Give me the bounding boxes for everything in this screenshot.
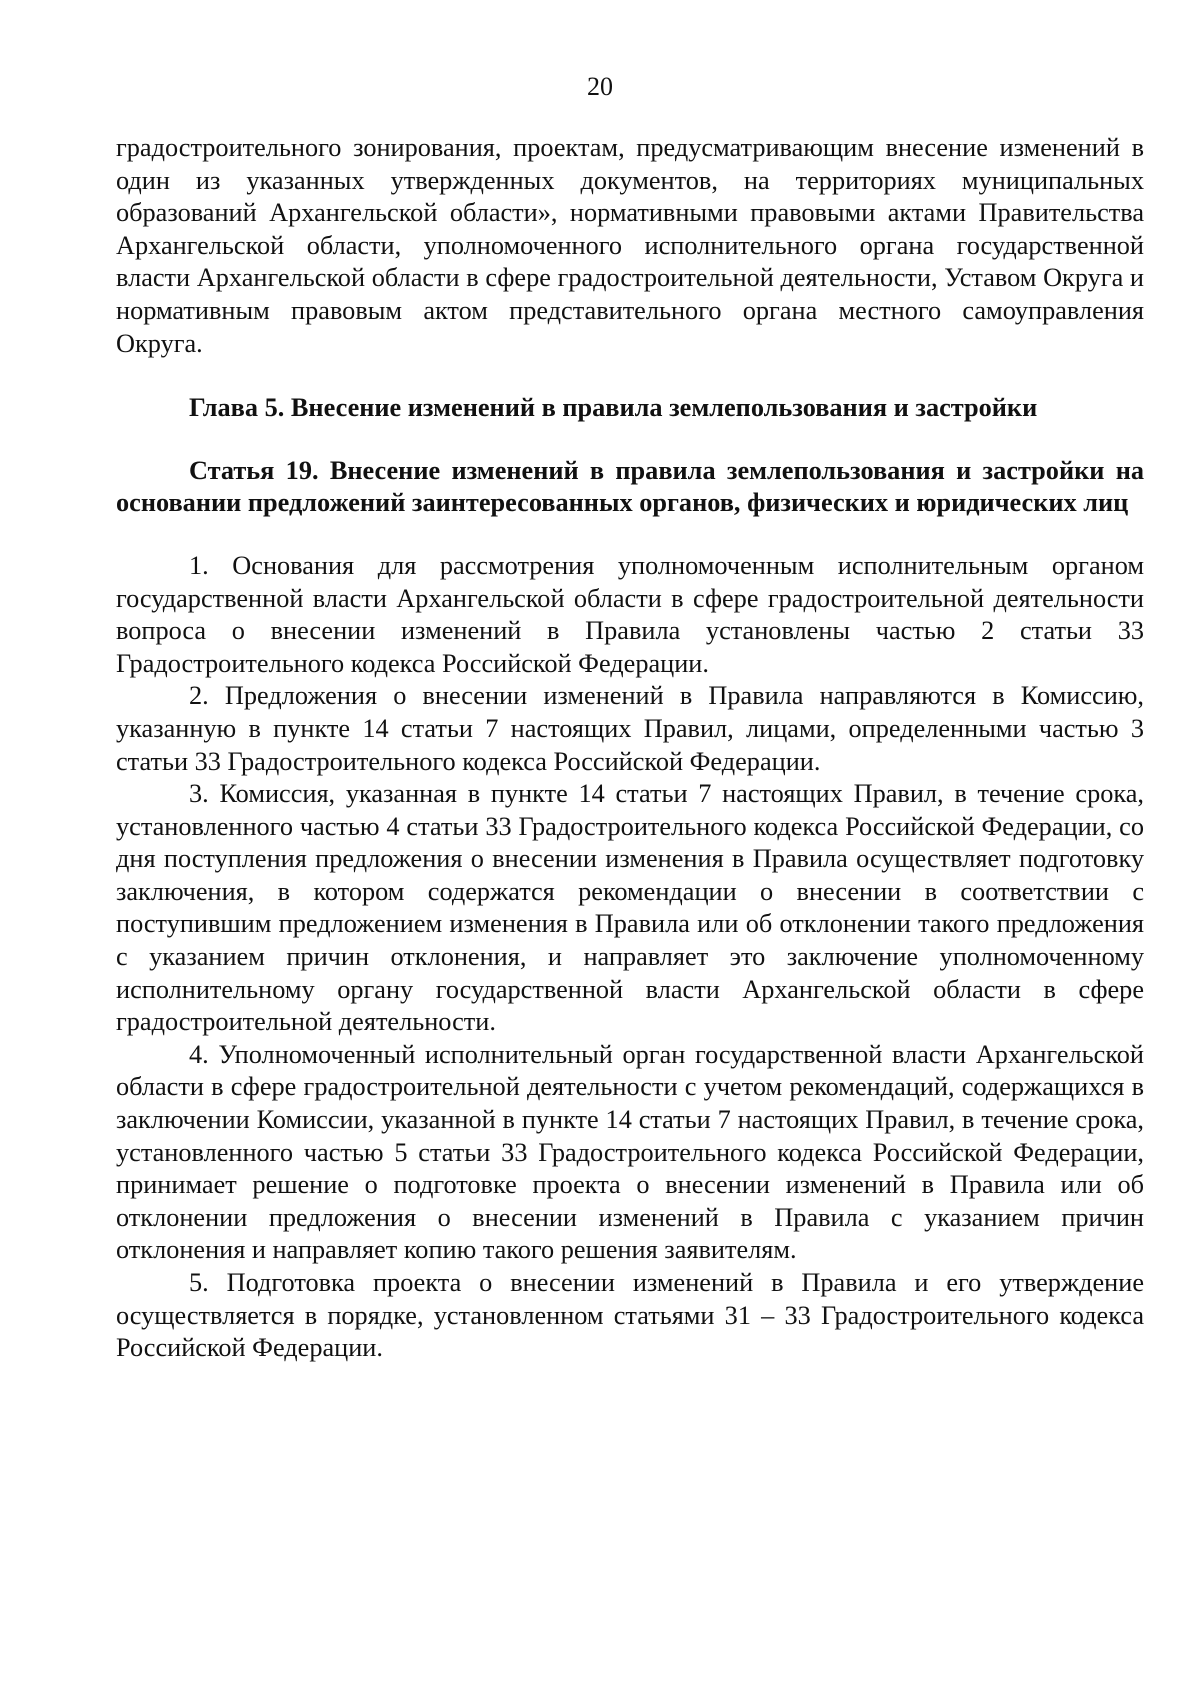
intro-paragraph: градостроительного зонирования, проектам, предусматривающим внесение изменений в один из указанных утвержденных документов, на территориях муниципальных образований Архангельской области», нормативными правовыми актами Правительства Архангельской области, уполномоченного исполнительного органа государственной власти Архангельской области в сфере градостроительной деятельности, Уставом Округа и нормативным правовым актом представительного органа местного самоуправления Округа. <box>116 133 1144 358</box>
document-body <box>116 132 1144 1365</box>
list-item: 5. Подготовка проекта о внесении изменений в Правила и его утверждение осуществляется в порядке, установленном статьями 31 – 33 Градостроительного кодекса Российской Федерации. <box>116 1268 1144 1363</box>
page-number: 20 <box>587 72 613 101</box>
list-item: 2. Предложения о внесении изменений в Правила направляются в Комиссию, указанную в пункте 14 статьи 7 настоящих Правил, лицами, определенными частью 3 статьи 33 Градостроительного кодекса Российской Федерации. <box>116 681 1144 776</box>
list-item: 3. Комиссия, указанная в пункте 14 статьи 7 настоящих Правил, в течение срока, установленного частью 4 статьи 33 Градостроительного кодекса Российской Федерации, со дня поступления предложения о внесении изменения в Правила осуществляет подготовку заключения, в котором содержатся рекомендации о внесении в соответствии с поступившим предложением изменения в Правила или об отклонении такого предложения с указанием причин отклонения, и направляет это заключение уполномоченному исполнительному органу государственной власти Архангельской области в сфере градостроительной деятельности. <box>116 779 1144 1037</box>
article-heading: Статья 19. Внесение изменений в правила землепользования и застройки на основании предложений заинтересованных органов, физических и юридических лиц <box>116 455 1144 518</box>
chapter-heading: Глава 5. Внесение изменений в правила землепользования и застройки <box>189 393 1038 423</box>
list-item: 4. Уполномоченный исполнительный орган государственной власти Архангельской области в сфере градостроительной деятельности с учетом рекомендаций, содержащихся в заключении Комиссии, указанной в пункте 14 статьи 7 настоящих Правил, в течение срока, установленного частью 5 статьи 33 Градостроительного кодекса Российской Федерации, принимает решение о подготовке проекта о внесении изменений в Правила или об отклонении предложения о внесении изменений в Правила с указанием причин отклонения и направляет копию такого решения заявителям. <box>116 1039 1144 1265</box>
list-item: 1. Основания для рассмотрения уполномоченным исполнительным органом государственной власти Архангельской области в сфере градостроительной деятельности вопроса о внесении изменений в Правила установлены частью 2 статьи 33 Градостроительного кодекса Российской Федерации. <box>116 550 1144 678</box>
